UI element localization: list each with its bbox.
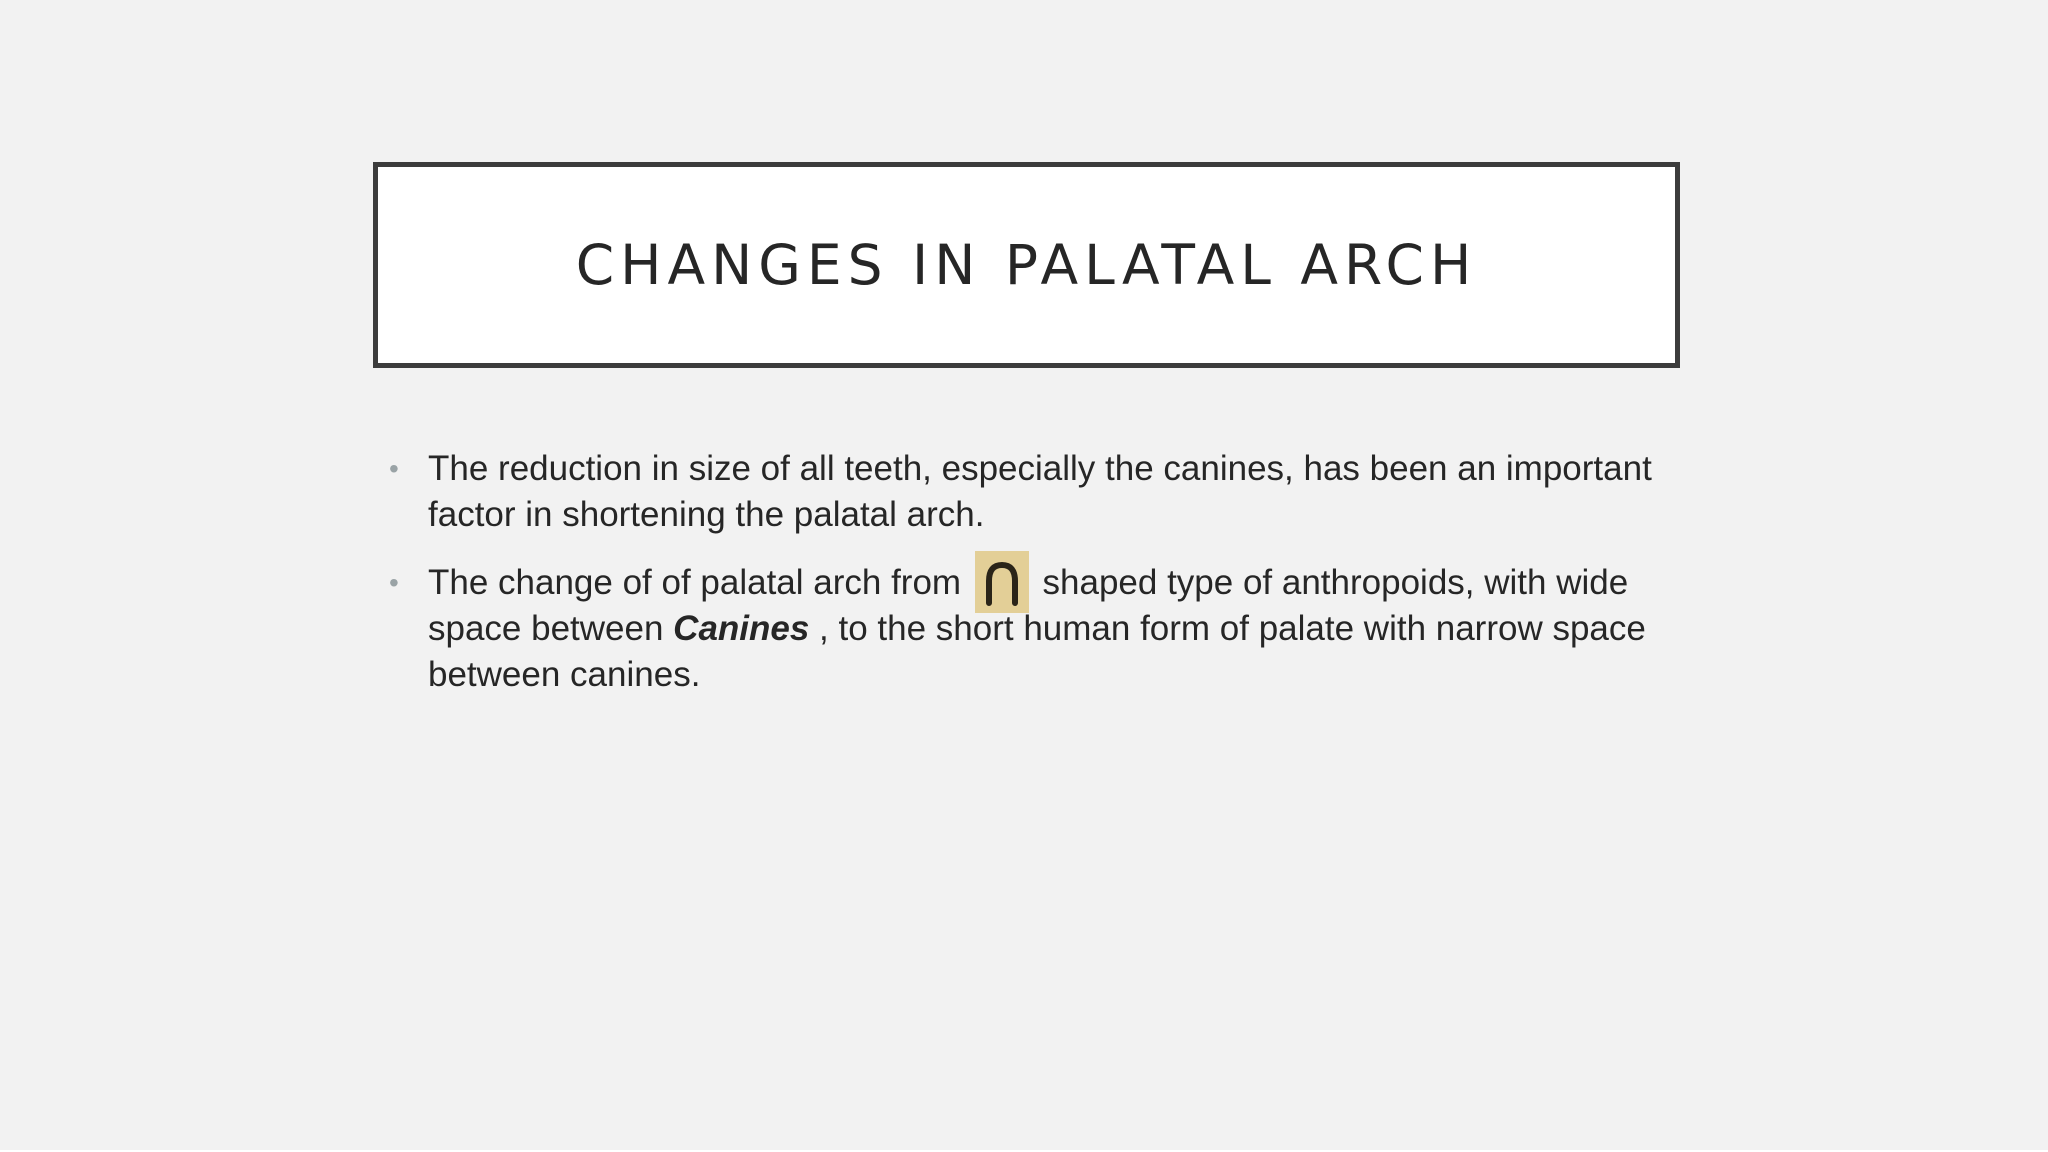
bullet-item	[386, 446, 1686, 538]
bullet-text-start: The change of of palatal arch from	[428, 563, 971, 602]
bullet-text-end: , to the short human form of palate with narrow space between canines.	[428, 609, 1646, 694]
bullet-item	[386, 560, 1686, 698]
bullet-list	[386, 446, 1686, 720]
bullet-text: The reduction in size of all teeth, especially the canines, has been an important factor in shortening the palatal arch.	[428, 449, 1652, 534]
bullet-text-middle: shaped type of anthropoids, with wide space between	[428, 563, 1629, 648]
emphasis-canines: Canines	[673, 609, 810, 648]
bullet-dot-icon: •	[389, 567, 399, 598]
bullet-dot-icon: •	[389, 453, 399, 484]
arch-shape-icon	[975, 551, 1029, 613]
title-box	[373, 162, 1680, 368]
slide-title: CHANGES IN PALATAL ARCH	[575, 233, 1478, 297]
